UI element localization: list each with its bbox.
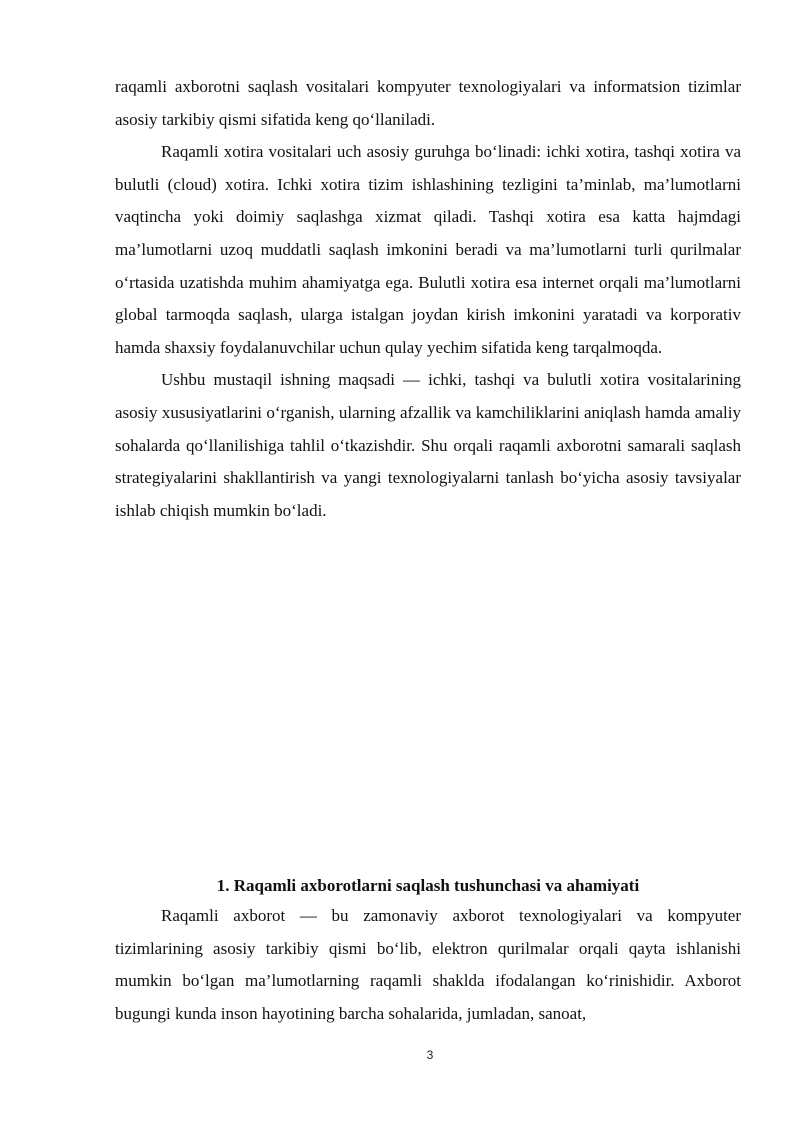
- page-number: 3: [426, 1048, 434, 1062]
- body-text-top: [115, 71, 741, 527]
- section-heading: 1. Raqamli axborotlarni saqlash tushunchasi va ahamiyati: [216, 876, 640, 895]
- paragraph-memory-types: Raqamli xotira vositalari uch asosiy guruhga bo‘linadi: ichki xotira, tashqi xotira va bulutli (cloud) xotira. Ichki xotira tizim ishlashining tezligini ta’minlab, ma’lumotlarni vaqtincha yoki doimiy saqlashga xizmat qiladi. Tashqi xotira esa katta hajmdagi ma’lumotlarni uzoq muddatli saqlash imkonini beradi va ma’lumotlarni turli qurilmalar o‘rtasida uzatishda muhim ahamiyatga ega. Bulutli xotira esa internet orqali ma’lumotlarni global tarmoqda saqlash, ularga istalgan joydan kirish imkonini yaratadi va korporativ hamda shaxsiy foydalanuvchilar uchun qulay yechim sifatida keng tarqalmoqda.: [115, 142, 741, 357]
- paragraph-digital-information: Raqamli axborot — bu zamonaviy axborot texnologiyalari va kompyuter tizimlarining asosiy tarkibiy qismi bo‘lib, elektron qurilmalar orqali qayta ishlanishi mumkin bo‘lgan ma’lumotlarning raqamli shaklda ifodalangan ko‘rinishidir. Axborot bugungi kunda inson hayotining barcha sohalarida, jumladan, sanoat,: [115, 906, 741, 1023]
- body-text-bottom: [115, 900, 741, 1030]
- paragraph-continuation: raqamli axborotni saqlash vositalari kompyuter texnologiyalari va informatsion tizimlar asosiy tarkibiy qismi sifatida keng qo‘llaniladi.: [115, 77, 741, 129]
- paragraph-work-goal: Ushbu mustaqil ishning maqsadi — ichki, tashqi va bulutli xotira vositalarining asosiy xususiyatlarini o‘rganish, ularning afzallik va kamchiliklarini aniqlash hamda amaliy sohalarda qo‘llanilishiga tahlil o‘tkazishdir. Shu orqali raqamli axborotni samarali saqlash strategiyalarini shakllantirish va yangi texnologiyalarni tanlash bo‘yicha asosiy tavsiyalar ishlab chiqish mumkin bo‘ladi.: [115, 370, 741, 520]
